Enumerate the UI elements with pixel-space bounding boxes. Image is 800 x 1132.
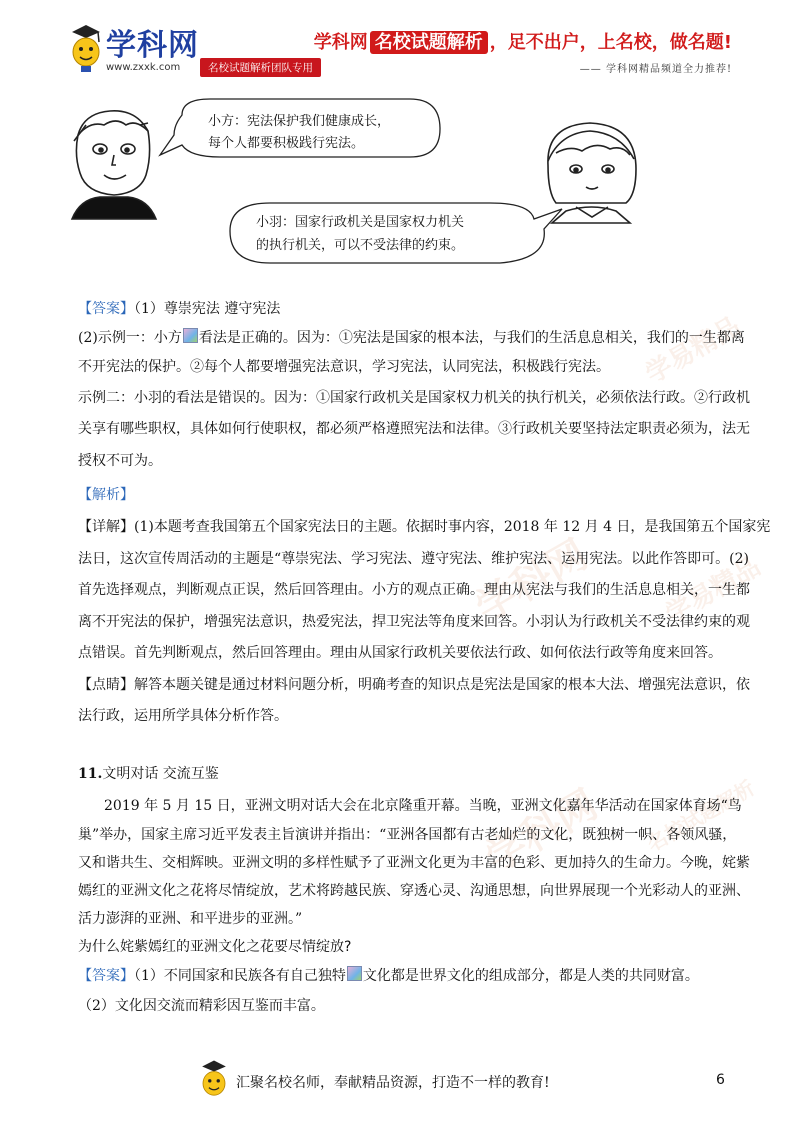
footer-slogan: 汇聚名校名师，奉献精品资源，打造不一样的教育! bbox=[236, 1075, 550, 1091]
analysis-line-3: 首先选择观点，判断观点正误，然后回答理由。小方的观点正确。理由从宪法与我们的生活息息相关，一生都 bbox=[78, 582, 750, 598]
footer-mascot-icon bbox=[198, 1058, 230, 1102]
edit-icon bbox=[183, 328, 198, 343]
answer-line-6: 授权不可为。 bbox=[78, 453, 162, 469]
answer-line-3: 不开宪法的保护。②每个人都要增强宪法意识，学习宪法，认同宪法，积极践行宪法。 bbox=[78, 359, 610, 375]
answer-line-4: 示例二：小羽的看法是错误的。因为：①国家行政机关是国家权力机关的执行机关，必须依法行政。②行政机 bbox=[78, 390, 750, 406]
edit-icon bbox=[347, 966, 362, 981]
bubble-2-line-1: 小羽：国家行政机关是国家权力机关 bbox=[256, 215, 465, 230]
brand-url: www.zxxk.com bbox=[106, 62, 181, 73]
q11-answer-text-1a: （1）不同国家和民族各有自己独特 bbox=[134, 968, 346, 984]
question-prompt: 为什么姹紫嫣红的亚洲文化之花要尽情绽放? bbox=[78, 939, 352, 955]
girl-figure bbox=[548, 123, 636, 223]
boy-figure bbox=[72, 111, 156, 219]
analysis-line-5: 点错误。首先判断观点，然后回答理由。理由从国家行政机关要依法行政、如何依法行政等角度来回答。 bbox=[78, 645, 722, 661]
passage-line-3: 又和谐共生、交相辉映。亚洲文明的多样性赋予了亚洲文化更为丰富的色彩、更加持久的生命力。今晚，姹紫 bbox=[78, 855, 750, 871]
watermark-2: 学科网 bbox=[468, 531, 596, 632]
answer-text-1: （1）尊崇宪法 遵守宪法 bbox=[134, 301, 281, 317]
passage-line-2: 巢”举办，国家主席习近平发表主旨演讲并指出：“亚洲各国都有古老灿烂的文化，既独树一帜、各领风骚， bbox=[78, 827, 737, 843]
header-subslogan: —— 学科网精品频道全力推荐! bbox=[579, 64, 732, 75]
mascot-icon bbox=[68, 22, 104, 74]
q11-answer-tag: 【答案】 bbox=[78, 968, 134, 984]
watermark-5: 名校试题解析 bbox=[642, 775, 759, 857]
watermark-4: 学科网 bbox=[478, 781, 606, 882]
page-number: 6 bbox=[716, 1072, 725, 1088]
watermark-1: 学易精品 bbox=[640, 311, 746, 390]
question-title: 文明对话 交流互鉴 bbox=[102, 766, 219, 782]
analysis-line-4: 离不开宪法的保护，增强宪法意识，热爱宪法，捍卫宪法等角度来回答。小羽认为行政机关不受法律约束的观 bbox=[78, 614, 750, 630]
answer-tag: 【答案】 bbox=[78, 301, 134, 317]
bubble-1-line-1: 小方：宪法保护我们健康成长， bbox=[208, 114, 391, 129]
bubble-2-line-2: 的执行机关，可以不受法律的约束。 bbox=[256, 238, 465, 253]
analysis-line-6: 【点睛】解答本题关键是通过材料问题分析，明确考查的知识点是宪法是国家的根本大法、增强宪法意识，依 bbox=[78, 677, 750, 693]
q11-answer-text-1b: 文化都是世界文化的组成部分，都是人类的共同财富。 bbox=[362, 968, 699, 984]
watermark-3: 学易精品 bbox=[660, 551, 766, 630]
analysis-line-7: 法行政，运用所学具体分析作答。 bbox=[78, 708, 288, 724]
passage-line-4: 嫣红的亚洲文化之花将尽情绽放，艺术将跨越民族、穿透心灵、沟通思想，向世界展现一个光彩动人的亚洲、 bbox=[78, 883, 750, 899]
analysis-line-2: 法日，这次宣传周活动的主题是“尊崇宪法、学习宪法、遵守宪法、维护宪法、运用宪法。以此作答即可。(2) bbox=[78, 551, 749, 567]
header-slogan bbox=[314, 28, 732, 54]
answer-line-2 bbox=[78, 327, 745, 347]
answer-text-2b: 看法是正确的。因为：①宪法是国家的根本法，与我们的生活息息相关，我们的一生都离 bbox=[198, 330, 745, 346]
team-badge: 名校试题解析团队专用 bbox=[200, 58, 321, 77]
site-logo bbox=[68, 20, 338, 78]
question-11-title bbox=[78, 763, 219, 783]
slogan-brand: 学科网 bbox=[313, 32, 368, 53]
q11-answer-line-1 bbox=[78, 965, 699, 985]
answer-line-1 bbox=[78, 298, 280, 318]
q11-answer-line-2: （2）文化因交流而精彩因互鉴而丰富。 bbox=[78, 998, 325, 1014]
question-number: 11. bbox=[78, 766, 103, 782]
slogan-highlight: 名校试题解析 bbox=[370, 31, 488, 54]
answer-text-2a: (2)示例一：小方 bbox=[78, 330, 182, 346]
slogan-tail: ，足不出户，上名校，做名题! bbox=[489, 32, 732, 53]
passage-line-1: 2019 年 5 月 15 日，亚洲文明对话大会在北京隆重开幕。当晚，亚洲文化嘉年华活动在国家体育场“鸟 bbox=[104, 798, 742, 814]
passage-line-5: 活力澎湃的亚洲、和平进步的亚洲。” bbox=[78, 911, 303, 927]
answer-line-5: 关享有哪些职权，具体如何行使职权，都必须严格遵照宪法和法律。③行政机关要坚持法定职责必须为，法无 bbox=[78, 421, 750, 437]
bubble-1-line-2: 每个人都要积极践行宪法。 bbox=[208, 136, 365, 151]
analysis-line-1: 【详解】(1)本题考查我国第五个国家宪法日的主题。依据时事内容，2018 年 12 月 4 日，是我国第五个国家宪 bbox=[78, 519, 771, 535]
analysis-tag: 【解析】 bbox=[78, 487, 134, 503]
cartoon-illustration bbox=[70, 95, 670, 285]
brand-name: 学科网 bbox=[106, 28, 199, 63]
